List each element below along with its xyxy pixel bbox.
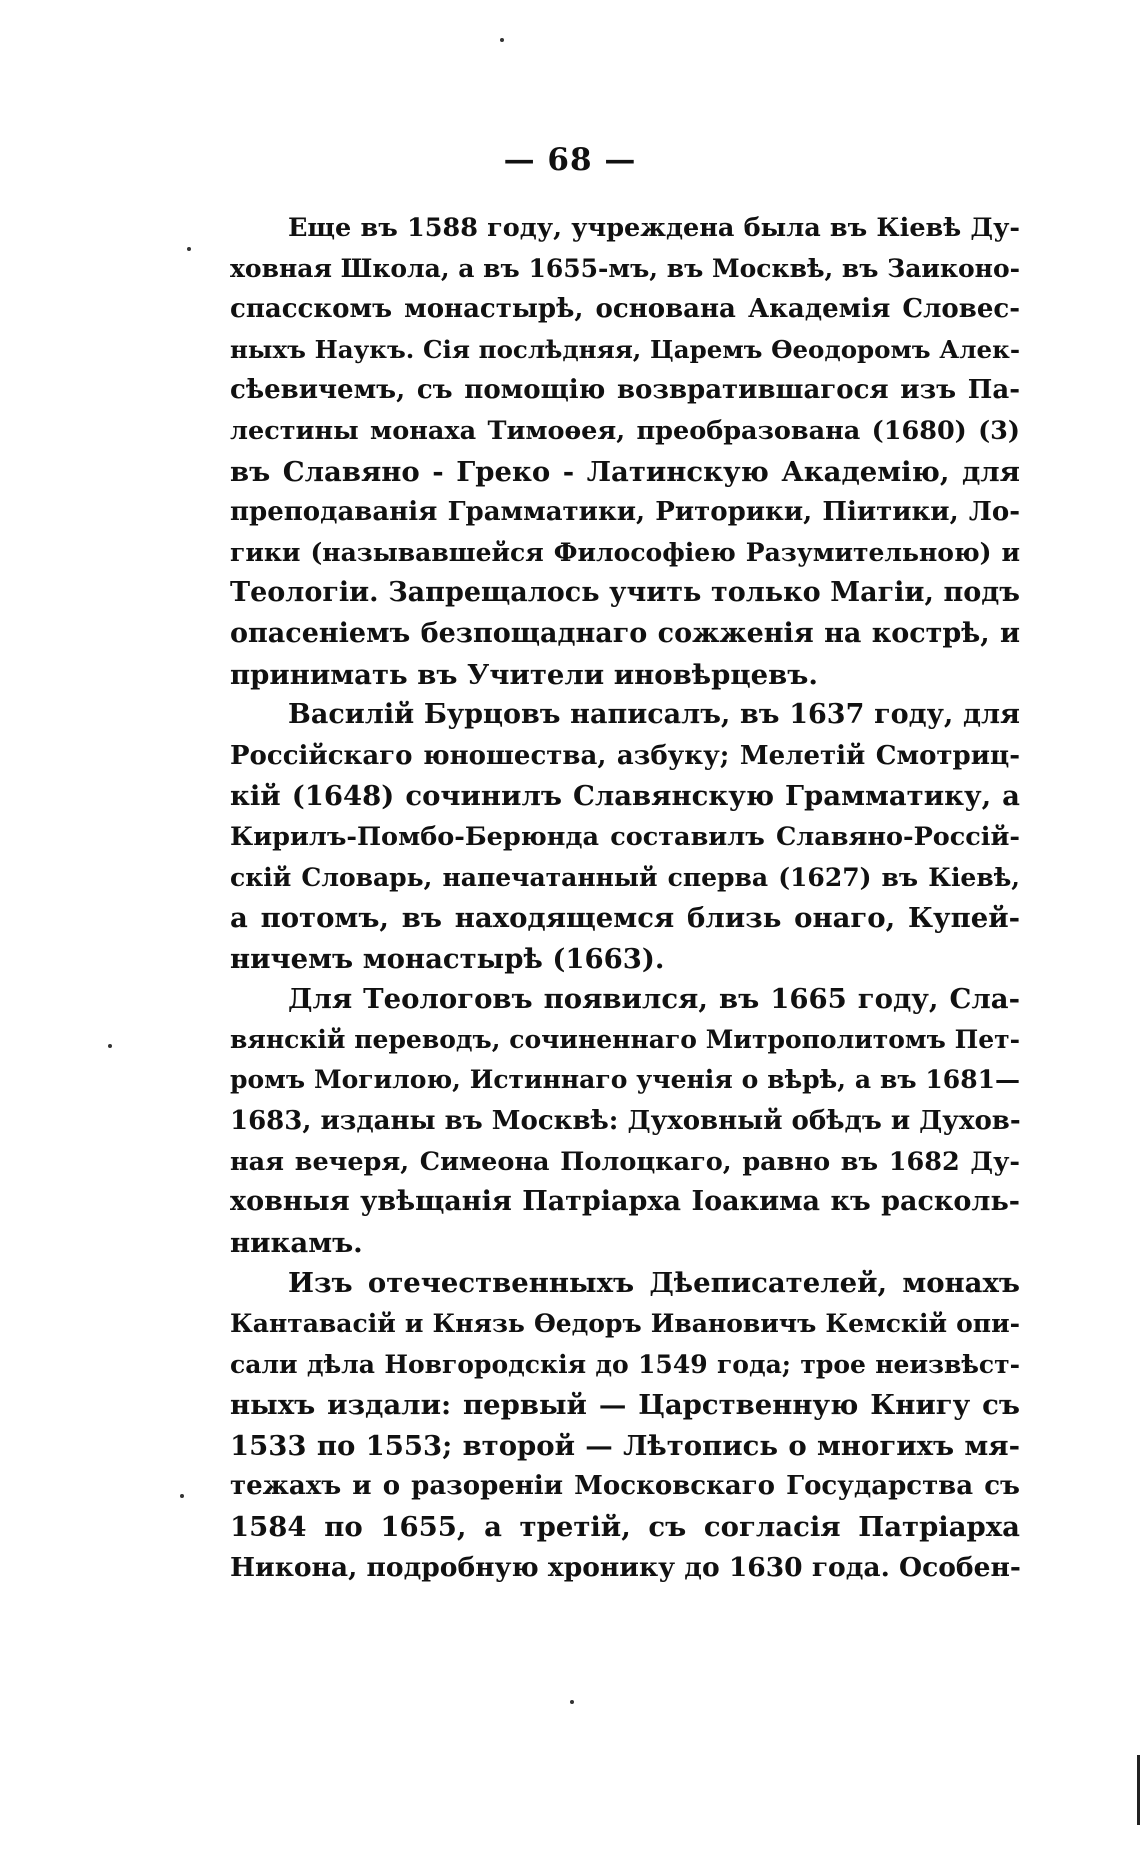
scan-speck [180,1494,184,1498]
text-line: а потомъ, въ находящемся близь онаго, Купей- [230,902,1020,935]
text-line: Василій Бурцовъ написалъ, въ 1637 году, для [288,699,1020,731]
paragraph-3 [230,979,1020,1263]
scan-speck [108,1044,112,1048]
text-line: ховная Школа, а въ 1655-мъ, въ Москвѣ, въ Заиконо- [230,253,1021,283]
text-line: Кантавасій и Князь Ѳедоръ Ивановичъ Кемскій опи- [230,1309,1020,1339]
text-line: сали дѣла Новгородскія до 1549 года; трое неизвѣст- [230,1349,1020,1379]
text-line: 1533 по 1553; второй — Лѣтопись о многихъ мя- [230,1429,1020,1462]
paragraph-1 [230,208,1020,695]
text-line: кій (1648) сочинилъ Славянскую Грамматику, а [230,780,1020,813]
text-line: Для Теологовъ появился, въ 1665 году, Сла- [288,983,1020,1016]
text-line: Россійскаго юношества, азбуку; Мелетій Смотриц- [230,740,1020,771]
text-line: ничемъ монастырѣ (1663). [230,942,665,975]
text-line: тежахъ и о разореніи Московскаго Государства съ [230,1471,1020,1502]
text-line: опасеніемъ безпощаднаго сожженія на кострѣ, и [230,617,1020,649]
paragraph-2 [230,695,1020,979]
scan-speck [187,247,191,251]
text-line: спасскомъ монастырѣ, основана Академія Словес- [230,294,1020,325]
text-line: ромъ Могилою, Истиннаго ученія о вѣрѣ, а въ 1681— [230,1065,1020,1095]
scan-speck [570,1700,574,1704]
paragraph-4 [230,1263,1020,1588]
text-line: принимать въ Учители иновѣрцевъ. [230,658,818,691]
text-line: Еще въ 1588 году, учреждена была въ Кіевѣ Ду- [288,213,1020,243]
text-line: никамъ. [230,1226,363,1259]
text-line: гики (называвшейся Философіею Разумительною) и [230,537,1020,567]
text-line: 1683, изданы въ Москвѣ: Духовный обѣдъ и Духов- [230,1106,1021,1137]
text-line: въ Славяно - Греко - Латинскую Академію, для [230,455,1020,488]
body-text [230,208,1020,1588]
text-line: сѣевичемъ, съ помощію возвратившагося изъ Па- [230,375,1020,406]
text-line: ныхъ издали: первый — Царственную Книгу съ [230,1389,1020,1422]
text-line: вянскій переводъ, сочиненнаго Митрополитомъ Пет- [230,1024,1020,1054]
text-line: 1584 по 1655, а третій, съ согласія Патріарха [230,1511,1020,1543]
text-line: Изъ отечественныхъ Дѣеписателей, монахъ [288,1267,1020,1300]
text-line: Кирилъ-Помбо-Берюнда составилъ Славяно-Россій- [230,821,1020,852]
text-line: скій Словарь, напечатанный сперва (1627) въ Кіевѣ, [230,862,1020,892]
scan-speck [500,38,504,42]
text-line: ныхъ Наукъ. Сія послѣдняя, Царемъ Ѳеодоромъ Алек- [230,334,1020,364]
text-line: ховныя увѣщанія Патріарха Іоакима къ расколь- [230,1186,1020,1218]
text-line: ная вечеря, Симеона Полоцкаго, равно въ 1682 Ду- [230,1146,1020,1177]
text-line: преподаванія Грамматики, Риторики, Піитики, Ло- [230,497,1020,528]
text-line: лестины монаха Тимоѳея, преобразована (1680) (3) [230,415,1020,446]
text-line: Никона, подробную хронику до 1630 года. Особен- [230,1551,1021,1583]
text-line: Теологіи. Запрещалось учить только Магіи, подъ [230,577,1020,609]
page-number: — 68 — [503,142,637,178]
